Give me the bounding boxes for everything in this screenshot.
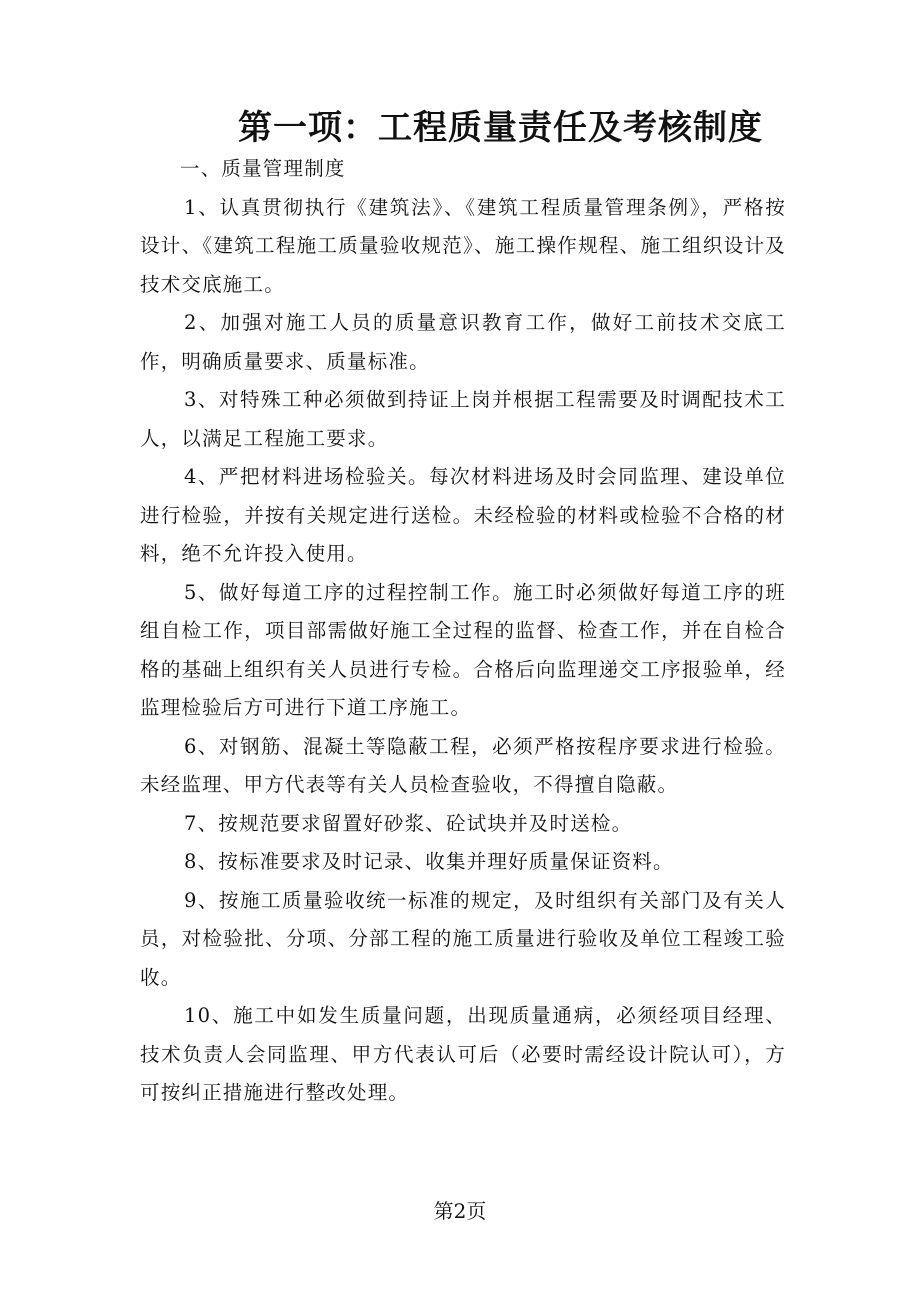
page-number: 第2页: [433, 1199, 487, 1223]
document-title: 第一项：工程质量责任及考核制度: [238, 108, 763, 148]
paragraph-8: 8、按标准要求及时记录、收集并理好质量保证资料。: [184, 850, 674, 873]
paragraph-1: 1、认真贯彻执行《建筑法》、《建筑工程质量管理条例》，严格按设计、《建筑工程施工质量验收规范》、施工操作规程、施工组织设计及技术交底施工。: [140, 195, 786, 296]
paragraph-9: 9、按施工质量验收统一标准的规定，及时组织有关部门及有关人员，对检验批、分项、分部工程的施工质量进行验收及单位工程竣工验收。: [140, 888, 786, 989]
paragraph-4: 4、严把材料进场检验关。每次材料进场及时会同监理、建设单位进行检验，并按有关规定进行送检。未经检验的材料或检验不合格的材料，绝不允许投入使用。: [140, 465, 786, 565]
paragraph-2: 2、加强对施工人员的质量意识教育工作，做好工前技术交底工作，明确质量要求、质量标准。: [140, 311, 786, 373]
section-heading: 一、质量管理制度: [180, 157, 346, 180]
document-body: [140, 150, 786, 1113]
paragraph-6: 6、对钢筋、混凝土等隐蔽工程，必须严格按程序要求进行检验。未经监理、甲方代表等有关人员检查验收，不得擅自隐蔽。: [140, 734, 786, 796]
paragraph-10: 10、施工中如发生质量问题，出现质量通病，必须经项目经理、技术负责人会同监理、甲方代表认可后（必要时需经设计院认可），方可按纠正措施进行整改处理。: [140, 1004, 786, 1104]
paragraph-5: 5、做好每道工序的过程控制工作。施工时必须做好每道工序的班组自检工作，项目部需做好施工全过程的监督、检查工作，并在自检合格的基础上组织有关人员进行专检。合格后向监理递交工序报验单，经监理检验后方可进行下道工序施工。: [140, 580, 786, 719]
paragraph-7: 7、按规范要求留置好砂浆、砼试块并及时送检。: [184, 811, 633, 835]
paragraph-3: 3、对特殊工种必须做到持证上岗并根据工程需要及时调配技术工人，以满足工程施工要求。: [140, 388, 786, 450]
